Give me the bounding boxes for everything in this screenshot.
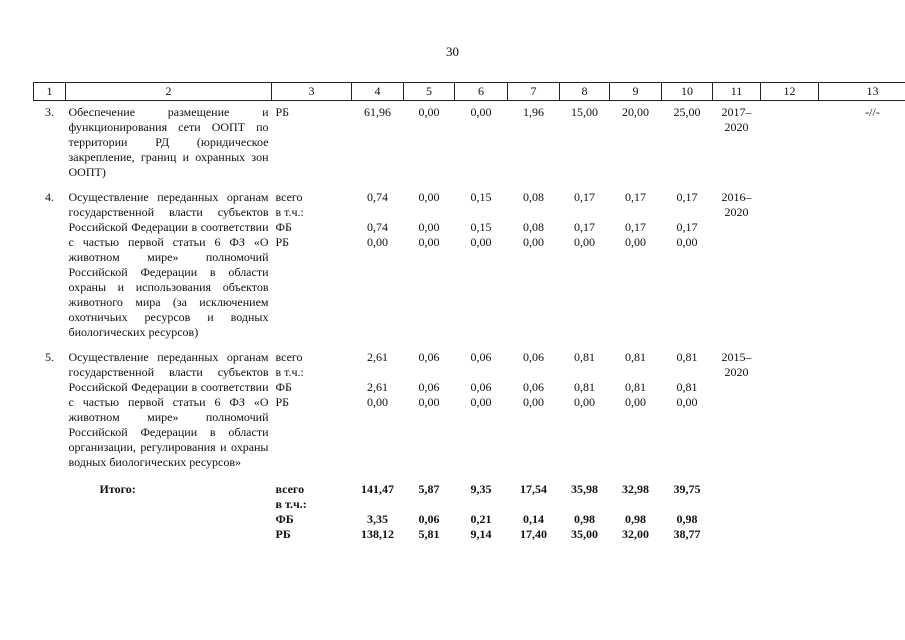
col-header: 6: [455, 83, 508, 101]
col-header: 9: [610, 83, 662, 101]
row-col13: [819, 340, 905, 470]
row-name: Обеспечение размещение и функционирования сети ООПТ по территории РД (юридическое закрепление, границ и охранных зон ООПТ): [68, 105, 269, 179]
row-value: 0,06 0,06 0,00: [523, 350, 544, 409]
row-value: 61,96: [364, 105, 391, 119]
total-value: 5,87 0,06 5,81: [418, 482, 440, 541]
total-value: 39,75 0,98 38,77: [673, 482, 701, 541]
row-source: всего в т.ч.: ФБ РБ: [275, 350, 304, 409]
row-value: 1,96: [523, 105, 544, 119]
row-name: Осуществление переданных органам государственной власти субъектов Российской Федерации в соответствии с частью первой статьи 6 ФЗ «О животном мире» полномочий Российской Федерации в области организации, регулирования и охраны водных биологических ресурсов»: [68, 350, 269, 469]
table-row: [34, 180, 905, 340]
total-value: 9,35 0,21 9,14: [470, 482, 492, 541]
row-value: 0,74 0,74 0,00: [367, 190, 388, 249]
total-source: всего в т.ч.: ФБ РБ: [275, 482, 307, 541]
total-value: 17,54 0,14 17,40: [520, 482, 547, 541]
col-header: 2: [66, 83, 272, 101]
row-period: 2016– 2020: [721, 190, 752, 219]
row-source: РБ: [275, 105, 290, 119]
row-period: 2017– 2020: [721, 105, 752, 134]
page-number: 30: [446, 44, 459, 59]
col-header: 4: [352, 83, 404, 101]
row-col13: -//-: [865, 105, 880, 119]
total-label: Итого:: [99, 482, 136, 496]
row-value: 20,00: [622, 105, 649, 119]
row-value: 0,81 0,81 0,00: [574, 350, 595, 409]
col-header: 10: [662, 83, 713, 101]
row-number: 4.: [45, 190, 54, 204]
row-col12: [761, 180, 819, 340]
row-source: всего в т.ч.: ФБ РБ: [275, 190, 304, 249]
col-header: 7: [508, 83, 560, 101]
row-number: 3.: [45, 105, 54, 119]
col-header: 5: [404, 83, 455, 101]
col-header: 1: [34, 83, 66, 101]
table-row: [34, 101, 905, 181]
row-value: 0,15 0,15 0,00: [470, 190, 492, 249]
row-value: 2,61 2,61 0,00: [367, 350, 388, 409]
row-value: 0,17 0,17 0,00: [574, 190, 595, 249]
header-row: [34, 83, 905, 101]
row-value: 15,00: [571, 105, 598, 119]
total-value: 32,98 0,98 32,00: [622, 482, 649, 541]
col-header: 12: [761, 83, 819, 101]
row-value: 0,81 0,81 0,00: [625, 350, 646, 409]
row-period: 2015– 2020: [721, 350, 752, 379]
col-header: 3: [272, 83, 352, 101]
row-value: 0,06 0,06 0,00: [470, 350, 492, 409]
row-value: 0,00: [470, 105, 492, 119]
row-value: 0,17 0,17 0,00: [676, 190, 698, 249]
total-value: 35,98 0,98 35,00: [571, 482, 598, 541]
total-row: [34, 470, 905, 542]
row-value: 0,17 0,17 0,00: [625, 190, 646, 249]
row-value: 0,00: [418, 105, 440, 119]
row-value: 0,81 0,81 0,00: [676, 350, 698, 409]
row-value: 25,00: [673, 105, 701, 119]
program-table: [33, 82, 905, 542]
row-number: 5.: [45, 350, 54, 364]
col-header: 11: [713, 83, 761, 101]
row-name: Осуществление переданных органам государственной власти субъектов Российской Федерации в соответствии с частью первой статьи 6 ФЗ «О животном мире» полномочий Российской Федерации в области охраны и использования объектов животного мира (за исключением охотничьих ресурсов и водных биологических ресурсов): [68, 190, 269, 339]
row-value: 0,00 0,00 0,00: [418, 190, 440, 249]
col-header: 8: [560, 83, 610, 101]
total-value: 141,47 3,35 138,12: [361, 482, 394, 541]
row-col13: [819, 180, 905, 340]
table-row: [34, 340, 905, 470]
col-header: 13: [819, 83, 905, 101]
row-col12: [761, 340, 819, 470]
row-value: 0,06 0,06 0,00: [418, 350, 440, 409]
row-col12: [761, 101, 819, 181]
row-value: 0,08 0,08 0,00: [523, 190, 544, 249]
